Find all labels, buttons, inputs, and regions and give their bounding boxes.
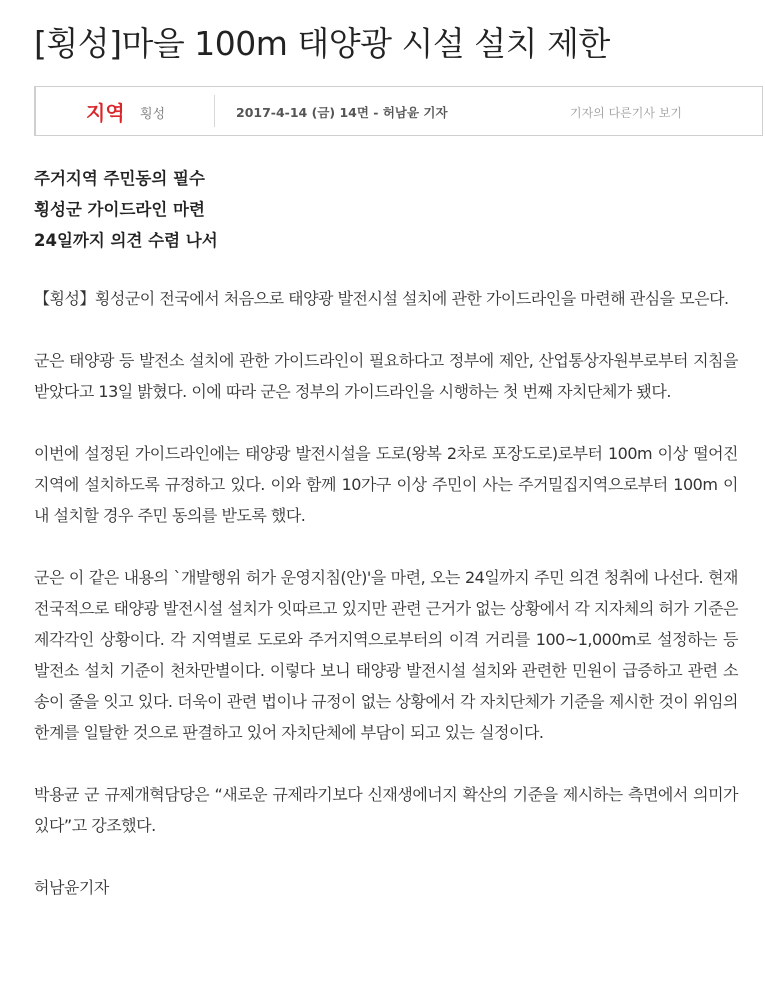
subheading: 횡성군 가이드라인 마련 <box>34 200 205 219</box>
paragraph: 【횡성】횡성군이 전국에서 처음으로 태양광 발전시설 설치에 관한 가이드라인을 마련해 관심을 모은다. <box>34 289 729 308</box>
region-label[interactable]: 횡성 <box>140 107 166 122</box>
paragraph: 이번에 설정된 가이드라인에는 태양광 발전시설을 도로(왕복 2차로 포장도로)로부터 100m 이상 떨어진 지역에 설치하도록 규정하고 있다. 이와 함께 10가구 이상 주민이 사는 주거밀집지역으로부터 100m 이내 설치할 경우 주민 동의를 받도록 했다. <box>34 444 738 525</box>
section-label[interactable]: 지역 <box>86 101 125 125</box>
paragraph: 군은 태양광 등 발전소 설치에 관한 가이드라인이 필요하다고 정부에 제안, 산업통상자원부로부터 지침을 받았다고 13일 밝혔다. 이에 따라 군은 정부의 가이드라인을 시행하는 첫 번째 자치단체가 됐다. <box>34 351 738 401</box>
paragraph: 박용균 군 규제개혁담당은 “새로운 규제라기보다 신재생에너지 확산의 기준을 제시하는 측면에서 의미가 있다”고 강조했다. <box>34 785 738 835</box>
byline: 2017-4-14 (금) 14면 - 허남윤 기자 <box>236 105 448 120</box>
subheading: 주거지역 주민동의 필수 <box>34 169 205 188</box>
reporter-signature: 허남윤기자 <box>34 878 109 897</box>
article-body <box>34 283 738 934</box>
paragraph: 군은 이 같은 내용의 `개발행위 허가 운영지침(안)'을 마련, 오는 24일까지 주민 의견 청취에 나선다. 현재 전국적으로 태양광 발전시설 설치가 잇따르고 있지만 관련 근거가 없는 상황에서 각 지자체의 허가 기준은 제각각인 상황이다. 각 지역별로 도로와 주거지역으로부터의 이격 거리를 100~1,000m로 설정하는 등 발전소 설치 기준이 천차만별이다. 이렇다 보니 태양광 발전시설 설치와 관련한 민원이 급증하고 관련 소송이 줄을 잇고 있다. 더욱이 관련 법이나 규정이 없는 상황에서 각 자치단체가 기준을 제시한 것이 위임의 한계를 일탈한 것으로 판결하고 있어 자치단체에 부담이 되고 있는 실정이다. <box>34 568 738 742</box>
article-headline: [횡성]마을 100m 태양광 시설 설치 제한 <box>34 24 610 63</box>
divider <box>214 95 215 127</box>
article-info-bar <box>34 86 763 136</box>
subheading: 24일까지 의견 수렴 나서 <box>34 231 218 250</box>
other-articles-link[interactable]: 기자의 다른기사 보기 <box>570 106 682 120</box>
subheadings <box>34 163 218 256</box>
